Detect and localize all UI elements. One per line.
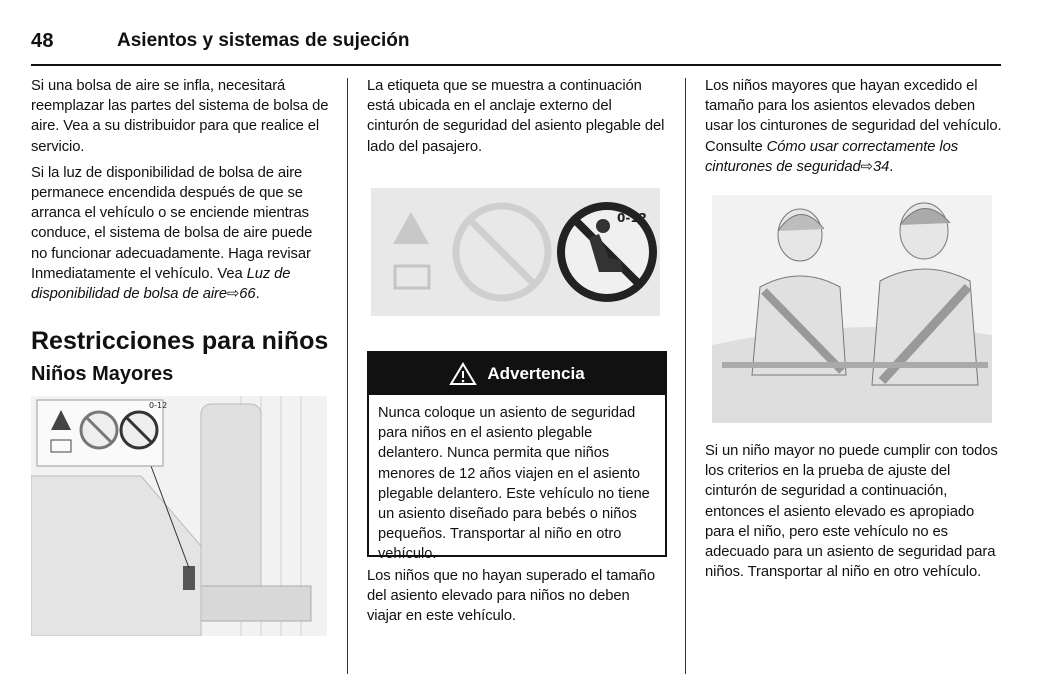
arrow-icon: ⇨ — [860, 158, 873, 175]
column-3-bottom — [705, 441, 1005, 588]
arrow-icon: ⇨ — [226, 286, 240, 303]
warning-label-image — [371, 188, 660, 316]
chapter-title: Asientos y sistemas de sujeción — [117, 30, 410, 51]
page-header — [31, 30, 1001, 66]
column-1 — [31, 76, 331, 388]
column-divider — [685, 78, 686, 674]
paragraph: Si la luz de disponibilidad de bolsa de aire permanece encendida después de que se arranca el vehículo o se enciende mientras conduce, el sistema de bolsa de aire puede no funcionar adecuadamente. Haga revisar Inmediatamente el vehículo. Vea Luz de disponibilidad de bolsa de aire⇨66. — [31, 164, 313, 303]
column-3 — [705, 76, 1005, 183]
paragraph: Si un niño mayor no puede cumplir con todos los criterios en la prueba de ajuste del cinturón de seguridad a continuación, entonces el asiento elevado es apropiado para el niño, pero este vehículo no es adecuado para un asiento de seguridad para niños. Transportar al niño en otro vehículo. — [705, 443, 998, 581]
column-2-bottom — [367, 566, 667, 633]
seat-label-age: 0-12 — [149, 401, 168, 410]
section-heading: Restricciones para niños — [31, 327, 329, 356]
warning-triangle-icon — [449, 362, 477, 386]
label-drawing — [371, 188, 660, 316]
seat-drawing — [31, 396, 327, 636]
column-2 — [367, 76, 667, 163]
folding-seat-illustration — [31, 396, 327, 636]
paragraph: Los niños mayores que hayan excedido el tamaño para los asientos elevados deben usar los cinturones de seguridad del vehículo. Consulte Cómo usar correctamente los cinturones de seguridad⇨34. — [705, 78, 1002, 175]
cross-reference-link[interactable]: Luz de disponibilidad de bolsa de aire — [31, 265, 291, 303]
paragraph: La etiqueta que se muestra a continuación está ubicada en el anclaje externo del cinturón de seguridad del asiento plegable del lado del pasajero. — [367, 78, 665, 155]
warning-header — [369, 353, 665, 395]
warning-box — [367, 351, 667, 563]
label-age-text: 0-12 — [617, 211, 648, 225]
warning-title: Advertencia — [487, 364, 585, 383]
children-drawing — [712, 195, 992, 423]
warning-body: Nunca coloque un asiento de seguridad para niños en el asiento plegable delantero. Nunca permita que niños menores de 12 años viajen en el asiento plegable delantero. Este vehículo no tiene un asiento diseñado para bebés o niños pequeños. Transportar al niño en otro vehículo. — [378, 405, 650, 563]
page-reference[interactable]: 34 — [872, 158, 890, 175]
cross-reference-link[interactable]: Cómo usar correctamente los cinturones de seguridad — [705, 138, 959, 175]
paragraph: Los niños que no hayan superado el tamaño del asiento elevado para niños no deben viajar en este vehículo. — [367, 568, 655, 625]
paragraph: Si una bolsa de aire se infla, necesitará reemplazar las partes del sistema de bolsa de aire. Vea a su distribuidor para que realice el servicio. — [31, 78, 329, 155]
column-divider — [347, 78, 348, 674]
children-seatbelt-illustration — [712, 195, 992, 423]
page-reference[interactable]: 66 — [239, 286, 256, 303]
page-number: 48 — [31, 30, 54, 52]
subsection-heading: Niños Mayores — [31, 363, 174, 386]
